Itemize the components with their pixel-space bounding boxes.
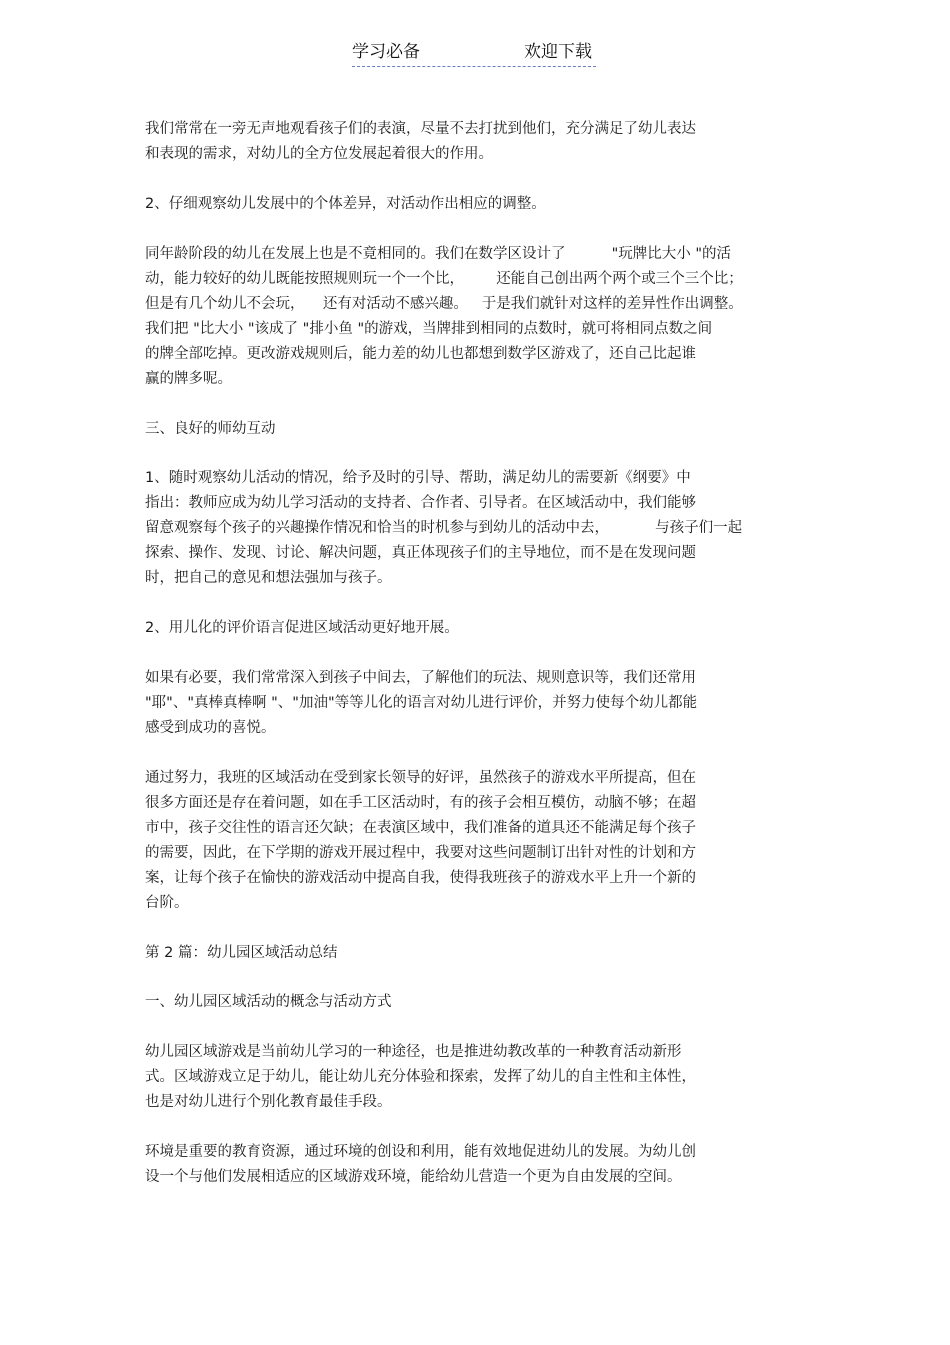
chapter-title: 第 2 篇：幼儿园区域活动总结 — [145, 945, 338, 961]
text-line: 但是有几个幼儿不会玩， 还有对活动不感兴趣。 于是我们就针对这样的差异性作出调整。 — [145, 296, 743, 312]
text-line: 也是对幼儿进行个别化教育最佳手段。 — [145, 1094, 392, 1110]
text-line: 1、随时观察幼儿活动的情况，给予及时的引导、帮助，满足幼儿的需要新《纲要》中 — [145, 470, 691, 486]
text-line: 动，能力较好的幼儿既能按照规则玩一个一个比， 还能自己创出两个两个或三个三个比； — [145, 271, 743, 287]
text-line: 感受到成功的喜悦。 — [145, 720, 276, 736]
text-line: 探索、操作、发现、讨论、解决问题，真正体现孩子们的主导地位，而不是在发现问题 — [145, 545, 696, 561]
text-line: 赢的牌多呢。 — [145, 371, 232, 387]
section-heading: 2、用儿化的评价语言促进区域活动更好地开展。 — [145, 620, 459, 636]
header-left-text: 学习必备 — [352, 42, 420, 62]
text-line: 指出：教师应成为幼儿学习活动的支持者、合作者、引导者。在区域活动中，我们能够 — [145, 495, 696, 511]
text-line: 通过努力，我班的区域活动在受到家长领导的好评，虽然孩子的游戏水平所提高，但在 — [145, 770, 696, 786]
text-line: 案，让每个孩子在愉快的游戏活动中提高自我，使得我班孩子的游戏水平上升一个新的 — [145, 870, 696, 886]
text-line: 很多方面还是存在着问题，如在手工区活动时，有的孩子会相互模仿，动脑不够；在超 — [145, 795, 696, 811]
text-line: 式。区域游戏立足于幼儿，能让幼儿充分体验和探索，发挥了幼儿的自主性和主体性， — [145, 1069, 696, 1085]
text-line: 市中，孩子交往性的语言还欠缺；在表演区域中，我们准备的道具还不能满足每个孩子 — [145, 820, 696, 836]
section-heading: 一、幼儿园区域活动的概念与活动方式 — [145, 994, 392, 1010]
text-line: 留意观察每个孩子的兴趣操作情况和恰当的时机参与到幼儿的活动中去， 与孩子们一起 — [145, 520, 743, 536]
text-line: 如果有必要，我们常常深入到孩子中间去，了解他们的玩法、规则意识等，我们还常用 — [145, 670, 696, 686]
section-heading: 三、良好的师幼互动 — [145, 421, 276, 437]
text-line: 的需要，因此，在下学期的游戏开展过程中，我要对这些问题制订出针对性的计划和方 — [145, 845, 696, 861]
text-line: 同年龄阶段的幼儿在发展上也是不竟相同的。我们在数学区设计了 "玩牌比大小 "的活 — [145, 246, 732, 262]
header-right-text: 欢迎下载 — [524, 42, 592, 62]
text-line: 的牌全部吃掉。更改游戏规则后，能力差的幼儿也都想到数学区游戏了，还自己比起谁 — [145, 346, 696, 362]
text-line: "耶"、"真棒真棒啊 "、"加油"等等儿化的语言对幼儿进行评价，并努力使每个幼儿都能 — [145, 695, 698, 711]
text-line: 我们把 "比大小 "该成了 "排小鱼 "的游戏，当牌排到相同的点数时，就可将相同点数之间 — [145, 321, 713, 337]
text-line: 我们常常在一旁无声地观看孩子们的表演，尽量不去打扰到他们，充分满足了幼儿表达 — [145, 121, 696, 137]
text-line: 设一个与他们发展相适应的区域游戏环境，能给幼儿营造一个更为自由发展的空间。 — [145, 1169, 682, 1185]
text-line: 台阶。 — [145, 895, 189, 911]
text-line: 时，把自己的意见和想法强加与孩子。 — [145, 570, 392, 586]
text-line: 幼儿园区域游戏是当前幼儿学习的一种途径，也是推进幼教改革的一种教育活动新形 — [145, 1044, 682, 1060]
text-line: 环境是重要的教育资源，通过环境的创设和利用，能有效地促进幼儿的发展。为幼儿创 — [145, 1144, 696, 1160]
section-heading: 2、仔细观察幼儿发展中的个体差异，对活动作出相应的调整。 — [145, 196, 546, 212]
page-header — [352, 40, 596, 67]
text-line: 和表现的需求，对幼儿的全方位发展起着很大的作用。 — [145, 146, 493, 162]
